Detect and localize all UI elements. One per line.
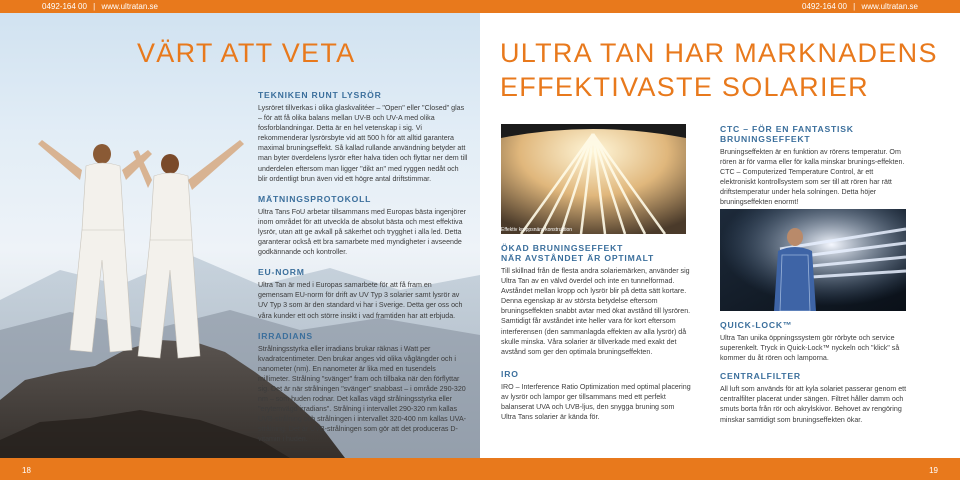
page-number-left: 18 (22, 466, 31, 475)
page-number-right: 19 (929, 466, 938, 475)
section-text: IRO – Interference Ratio Optimization med optimal placering av lysrör och lampor ger tillsammans med ett perfekt balanserat UVA och UVB-ljus, den snygga bruning som Ultra Tans solarier är kända för. (501, 382, 691, 422)
right-page-title-line1: ULTRA TAN HAR MARKNADENS (500, 38, 938, 68)
section-text: Ultra Tan är med i Europas samarbete för att få fram en gemensam EU-norm för drift av UV Typ 3 solarier samt lysrör av UV Typ 3 som är den standard vi har i Sverige. Detta ger oss och våra kunder ett och större insikt i vad framtiden har att erbjuda. (258, 281, 463, 320)
section-text: Ultra Tan unika öppningssystem gör rörbyte och service superenkelt. Tryck in Quick-Lock™ nyckeln och "klick" så kommer du åt rören och lamporna. (720, 334, 900, 363)
section-text: Ultra Tans FoU arbetar tillsammans med Europas bästa ingenjörer inom området för att utveckla de absolut bästa och mest effektiva lysrör, utan att ge avkall på säkerhet och trygghet i alla led. Detta garanterar också ett bra samarbete med myndigheter i avseende godkännande och kontroller. (258, 207, 467, 257)
section-heading: EU-NORM (258, 267, 305, 278)
solarium-photo (501, 124, 686, 234)
section-text: Strålningsstyrka eller irradians brukar räknas i Watt per kvadratcentimeter. Den brukar anges vid olika våglängder och i nanometer (nm). En nanometer är lika med en tusendels millimeter. Strålning "svänger" fram och tillbaka när den förflyttar sig. Det är när strålningen "svänger" snabbast – i område 290-320 nm – som huden rodnar. Det kallas vägd strålningsstyrka eller "erytemvägd irradians". Strålning i intervallet 290-320 nm kallas UVB-strålning och strålningen i intervallet 320-400 nm kallas UVA-strålning. Det är UVB-strålningen som gör att det produceras D-vitamin i huden. (258, 344, 467, 444)
header-bar-right (480, 0, 960, 13)
middle-text-column (501, 243, 691, 430)
section-heading: NÄR AVSTÅNDET ÄR OPTIMALT (501, 253, 655, 263)
section-text: Till skillnad från de flesta andra solariemärken, använder sig Ultra Tan av en välvd överdel och inte en tunnelformad. Avståndet mellan kropp och lysrör blir på detta sätt kortare. Denna egenskap är av största betydelse eftersom bruningseffekten snabbt avtar med ökat avstånd till lysrören. Samtidigt får avståndet inte heller vara för kort eftersom interferensen (den sammanlagda effekten av alla lysrör) då skulle minska. Våra solarier är tillverkade med exakt det avstånd som ger den optimala bruningseffekten. (501, 267, 691, 356)
technician-solarium-image (720, 209, 906, 311)
solarium-tubes-image (501, 124, 686, 234)
section-text: Bruningseffekten är en funktion av rörens temperatur. Om rören är för varma eller för kalla minskar brunings-effekten. CTC – Computerized Temperature Control, är ett elektroniskt kontrollsystem som ser till att rören har rätt driftstemperatur under hela solningen. Detta höjer bruningseffekten enormt! (720, 148, 905, 207)
section-heading: CENTRALFILTER (720, 371, 801, 382)
section-heading: ÖKAD BRUNINGSEFFEKT (501, 243, 624, 253)
header-phone: 0492-164 00 (42, 2, 87, 11)
header-separator: | (93, 2, 96, 11)
section-heading: IRO (501, 368, 519, 379)
header-phone: 0492-164 00 (802, 2, 847, 11)
section-heading: BRUNINGSEFFEKT (720, 134, 811, 144)
section-heading: MÄTNINGSPROTOKOLL (258, 193, 372, 204)
section-text: Lysröret tillverkas i olika glaskvalitéer – "Open" eller "Closed" glas – för att få olika balans mellan UV-B och UV-A med olika fosforblandningar. Detta är en hel vetenskap i sig. Vi rekommenderar lysrörsbyte vid att 500 h för att alltid garantera maximal bruningseffekt. Så kallad rullande användning betyder att man byter överdelens lysrör efter halva tiden och flyttar ner dem till underdelen eftersom man ligger "dikt an" med ryggen nedåt och blir ordentligt brun även vid ett högre antal driftstimmar. (258, 104, 468, 183)
women-figures-illustration (30, 110, 260, 370)
section-heading: QUICK-LOCK™ (720, 320, 793, 330)
photo-caption: Effektiv kroppsnära konstruktion (501, 227, 573, 233)
right-text-column (720, 124, 910, 216)
technician-photo (720, 209, 906, 311)
header-contact-left (42, 1, 158, 12)
section-heading: IRRADIANS (258, 330, 313, 341)
left-page-title: VÄRT ATT VETA (137, 38, 356, 68)
header-site-link[interactable]: www.ultratan.se (861, 2, 918, 11)
footer-bar-right (480, 458, 960, 480)
right-page (480, 0, 960, 480)
section-heading: TEKNIKEN RUNT LYSRÖR (258, 90, 382, 100)
header-contact-right (802, 1, 918, 12)
header-site-link[interactable]: www.ultratan.se (101, 2, 158, 11)
section-text: All luft som används för att kyla solariet passerar genom ett centralfilter placerat under sängen. Filtret håller damm och smuts borta från rör och akrylskivor. Behovet av rengöring minskar samtidigt som bruningseffekten ökar. (720, 385, 907, 424)
left-text-column (258, 90, 468, 453)
right-lower-text-column (720, 320, 910, 433)
right-page-title-line2: EFFEKTIVASTE SOLARIER (500, 72, 869, 102)
footer-bar-left (0, 458, 480, 480)
header-separator: | (853, 2, 856, 11)
section-heading: CTC – FÖR EN FANTASTISK (720, 124, 854, 134)
header-bar-left (0, 0, 480, 13)
